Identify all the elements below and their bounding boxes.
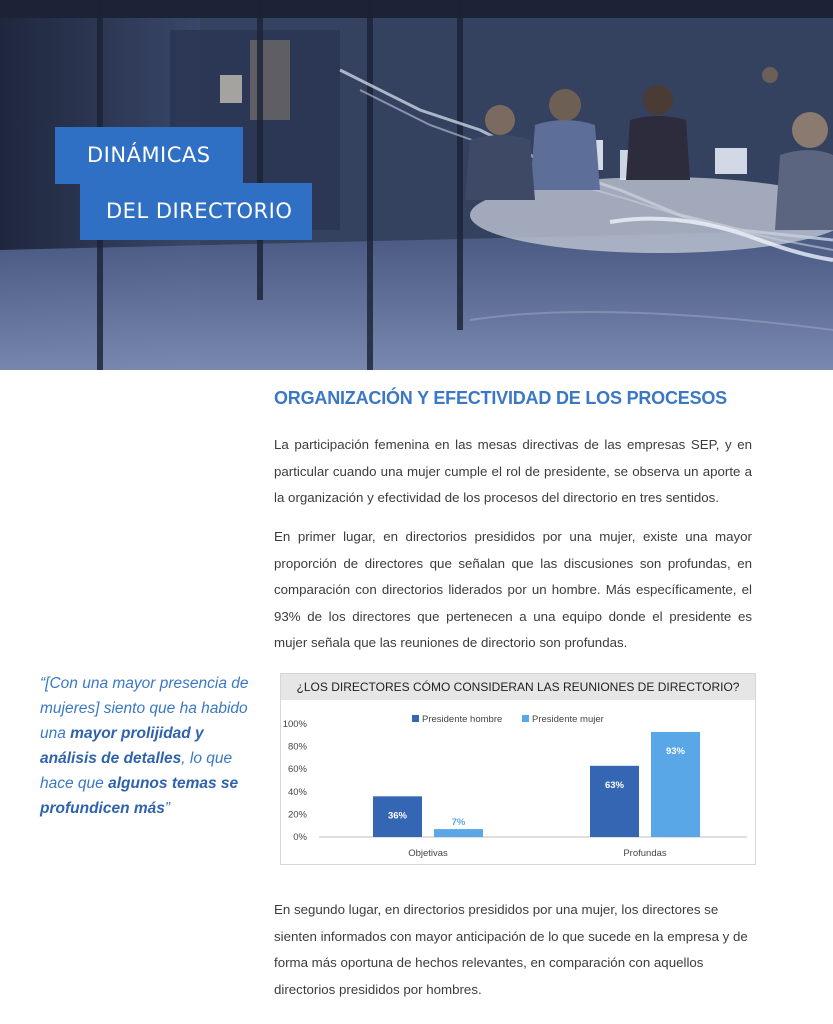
data-label: 63% — [604, 779, 625, 791]
chart-title: ¿LOS DIRECTORES CÓMO CONSIDERAN LAS REUNIONES DE DIRECTORIO? — [281, 674, 755, 700]
category-label: Objetivas — [408, 848, 448, 859]
legend-label: Presidente mujer — [532, 714, 604, 725]
category-label: Profundas — [623, 848, 667, 859]
paragraph-second-point: En segundo lugar, en directorios presididos por una mujer, los directores se sienten informados con mayor anticipación de lo que sucede en la empresa y de forma más oportuna de hechos relevantes, en comparación con aquellos directorios presididos por hombres. — [274, 902, 748, 997]
data-label: 7% — [451, 817, 466, 829]
quote-text-2: , lo que hace que — [40, 750, 233, 792]
section-title: ORGANIZACIÓN Y EFECTIVIDAD DE LOS PROCESOS — [274, 388, 727, 408]
quote-emphasis-2: algunos temas se profundicen más — [40, 775, 239, 817]
legend-label: Presidente hombre — [422, 714, 503, 725]
data-label: 36% — [387, 810, 408, 822]
hero-title-line1: DINÁMICAS — [55, 127, 243, 184]
chart-bar — [434, 829, 483, 837]
paragraph-first-point: En primer lugar, en directorios presididos por una mujer, existe una mayor proporción de directores que señalan que las discusiones son profundas, en comparación con directorios liderados por un hombre. Más específicamente, el 93% de los directores que pertenecen a una equipo donde el presidente es mujer señala que las reuniones de directorio son profundas. — [274, 529, 752, 650]
quote-text-1: “[Con una mayor presencia de mujeres] siento que ha habido una — [40, 675, 249, 742]
y-tick-label: 40% — [287, 786, 307, 798]
legend-swatch — [412, 715, 419, 722]
quote-emphasis-1: mayor prolijidad y análisis de detalles — [40, 725, 204, 767]
legend-swatch — [522, 715, 529, 722]
paragraph-intro: La participación femenina en las mesas directivas de las empresas SEP, y en particular cuando una mujer cumple el rol de presidente, se observa un aporte a la organización y efectividad de los procesos del directorio en tres sentidos. — [274, 437, 752, 505]
quote-text-3: ” — [164, 800, 171, 817]
y-tick-label: 0% — [293, 832, 307, 843]
chart-plot — [281, 700, 755, 864]
pull-quote — [40, 671, 250, 821]
hero-title-line2: DEL DIRECTORIO — [80, 183, 312, 240]
data-label: 93% — [665, 745, 686, 757]
chart-bar — [590, 766, 639, 837]
y-tick-label: 80% — [287, 741, 307, 753]
hero-banner — [0, 0, 833, 370]
bar-chart — [280, 673, 756, 865]
y-tick-label: 60% — [287, 764, 307, 776]
y-tick-label: 100% — [282, 719, 307, 730]
y-tick-label: 20% — [287, 809, 307, 821]
